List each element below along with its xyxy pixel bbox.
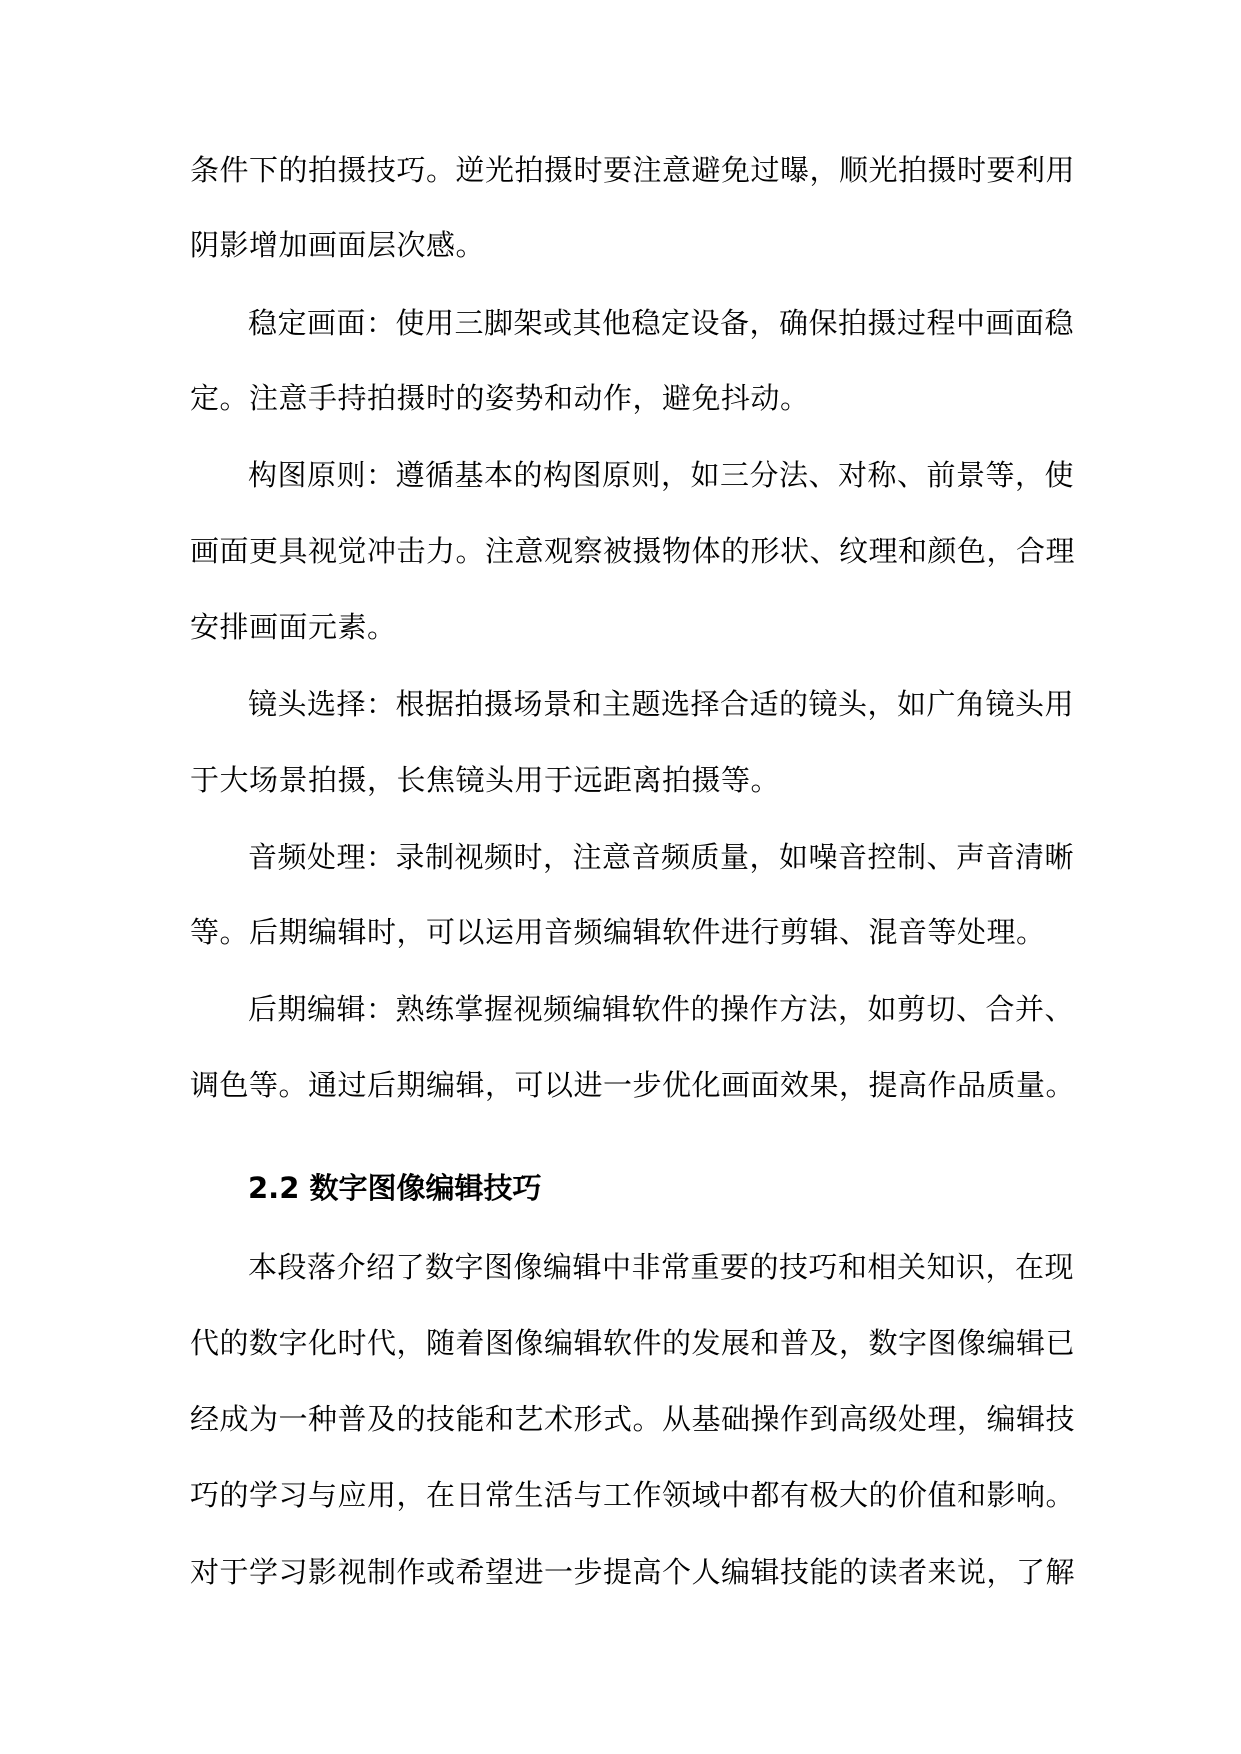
- paragraph-line: 于大场景拍摄，长焦镜头用于远距离拍摄等。: [190, 763, 781, 797]
- paragraph-line: 调色等。通过后期编辑，可以进一步优化画面效果，提高作品质量。: [190, 1068, 1076, 1102]
- paragraph-line: 条件下的拍摄技巧。逆光拍摄时要注意避免过曝，顺光拍摄时要利用: [190, 153, 1076, 187]
- paragraph-line-lens: 镜头选择：根据拍摄场景和主题选择合适的镜头，如广角镜头用: [248, 687, 1075, 721]
- section-paragraph-line: 对于学习影视制作或希望进一步提高个人编辑技能的读者来说，了解: [190, 1555, 1076, 1589]
- paragraph-line-stabilize: 稳定画面：使用三脚架或其他稳定设备，确保拍摄过程中画面稳: [248, 306, 1075, 340]
- paragraph-line-audio: 音频处理：录制视频时，注意音频质量，如噪音控制、声音清晰: [248, 840, 1075, 874]
- paragraph-line-composition: 构图原则：遵循基本的构图原则，如三分法、对称、前景等，使: [248, 458, 1075, 492]
- section-paragraph-line: 代的数字化时代，随着图像编辑软件的发展和普及，数字图像编辑已: [190, 1326, 1076, 1360]
- paragraph-line: 等。后期编辑时，可以运用音频编辑软件进行剪辑、混音等处理。: [190, 915, 1046, 949]
- section-heading: 2.2 数字图像编辑技巧: [248, 1171, 542, 1205]
- section-paragraph-line: 经成为一种普及的技能和艺术形式。从基础操作到高级处理，编辑技: [190, 1402, 1076, 1436]
- section-paragraph-line: 本段落介绍了数字图像编辑中非常重要的技巧和相关知识，在现: [248, 1250, 1075, 1284]
- paragraph-line-post-editing: 后期编辑：熟练掌握视频编辑软件的操作方法，如剪切、合并、: [248, 992, 1075, 1026]
- paragraph-line: 定。注意手持拍摄时的姿势和动作，避免抖动。: [190, 381, 810, 415]
- paragraph-line: 安排画面元素。: [190, 610, 397, 644]
- section-paragraph-line: 巧的学习与应用，在日常生活与工作领域中都有极大的价值和影响。: [190, 1478, 1076, 1512]
- paragraph-line: 阴影增加画面层次感。: [190, 228, 486, 262]
- paragraph-line: 画面更具视觉冲击力。注意观察被摄物体的形状、纹理和颜色，合理: [190, 534, 1076, 568]
